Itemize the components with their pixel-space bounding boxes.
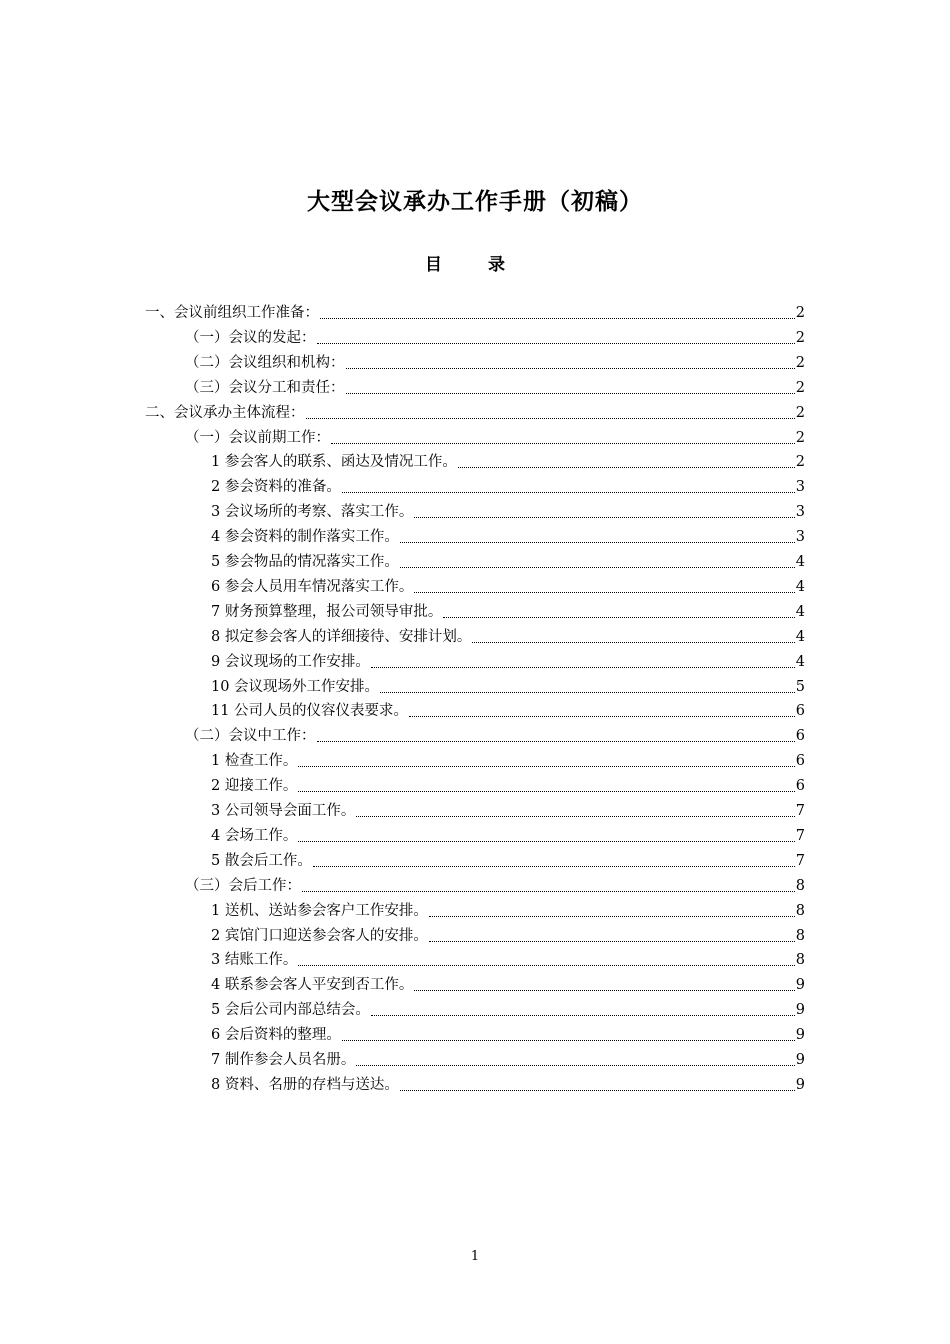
toc-dot-leader bbox=[458, 452, 795, 468]
toc-entry-page: 9 bbox=[795, 1076, 805, 1093]
toc-dot-leader bbox=[400, 527, 795, 543]
toc-dot-leader bbox=[380, 677, 795, 693]
toc-entry-page: 8 bbox=[795, 902, 805, 919]
toc-entry-page: 6 bbox=[795, 728, 805, 745]
toc-entry-text: （三）会后工作： bbox=[185, 877, 301, 894]
toc-entry-text: 二、会议承办主体流程： bbox=[145, 404, 305, 421]
toc-entry[interactable] bbox=[211, 1045, 805, 1070]
toc-entry[interactable] bbox=[211, 1020, 805, 1045]
toc-dot-leader bbox=[429, 901, 795, 917]
toc-dot-leader bbox=[298, 950, 794, 966]
toc-entry-page: 3 bbox=[795, 504, 805, 521]
toc-entry-text: 2 参会资料的准备。 bbox=[211, 479, 341, 496]
toc-entry[interactable] bbox=[185, 871, 805, 896]
toc-entry[interactable] bbox=[211, 821, 805, 846]
toc-entry-text: 5 参会物品的情况落实工作。 bbox=[211, 554, 399, 570]
toc-entry[interactable] bbox=[211, 572, 805, 597]
toc-dot-leader bbox=[409, 701, 795, 717]
page-number: 1 bbox=[470, 1249, 480, 1264]
toc-entry-page: 9 bbox=[795, 1002, 805, 1019]
toc-dot-leader bbox=[400, 1075, 795, 1091]
toc-entry-text: （二）会议组织和机构： bbox=[185, 354, 345, 371]
toc-entry[interactable] bbox=[145, 398, 805, 423]
toc-dot-leader bbox=[414, 975, 794, 991]
toc-entry-page: 7 bbox=[795, 803, 805, 819]
toc-dot-leader bbox=[331, 428, 795, 444]
toc-entry[interactable] bbox=[211, 846, 805, 871]
toc-entry[interactable] bbox=[185, 373, 805, 398]
toc-dot-leader bbox=[371, 652, 795, 668]
toc-entry[interactable] bbox=[211, 771, 805, 796]
toc-entry-page: 6 bbox=[795, 778, 805, 795]
toc-entry[interactable] bbox=[211, 1070, 805, 1095]
toc-dot-leader bbox=[414, 577, 794, 593]
toc-entry-page: 2 bbox=[795, 404, 805, 421]
toc-entry-page: 8 bbox=[795, 952, 805, 969]
toc-dot-leader bbox=[414, 502, 794, 518]
toc-entry[interactable] bbox=[185, 348, 805, 373]
toc-entry-text: 3 会议场所的考察、落实工作。 bbox=[211, 504, 414, 521]
toc-dot-leader bbox=[472, 627, 794, 643]
toc-dot-leader bbox=[443, 602, 794, 618]
toc-entry-page: 2 bbox=[795, 429, 805, 446]
toc-dot-leader bbox=[320, 303, 795, 319]
toc-entry-text: （二）会议中工作： bbox=[185, 728, 316, 745]
toc-entry-page: 6 bbox=[795, 753, 805, 770]
toc-entry-page: 4 bbox=[795, 628, 805, 645]
toc-entry-text: （三）会议分工和责任： bbox=[185, 379, 345, 396]
toc-entry-text: 9 会议现场的工作安排。 bbox=[211, 653, 370, 670]
toc-entry[interactable] bbox=[211, 622, 805, 647]
toc-entry-page: 3 bbox=[795, 529, 805, 546]
toc-dot-leader bbox=[317, 726, 795, 742]
toc-entry-text: 3 结账工作。 bbox=[211, 952, 298, 969]
toc-dot-leader bbox=[371, 1000, 795, 1016]
toc-entry-text: 3 公司领导会面工作。 bbox=[211, 803, 356, 819]
toc-entry-page: 9 bbox=[795, 1052, 805, 1068]
toc-entry-page: 4 bbox=[795, 603, 805, 620]
toc-dot-leader bbox=[298, 751, 794, 767]
toc-entry-page: 8 bbox=[795, 877, 805, 894]
toc-entry-text: 2 迎接工作。 bbox=[211, 778, 298, 795]
toc-entry-text: 4 会场工作。 bbox=[211, 827, 298, 844]
document-title: 大型会议承办工作手册（初稿） bbox=[307, 189, 643, 215]
toc-entry-page: 9 bbox=[795, 977, 805, 994]
toc-entry-text: 1 参会客人的联系、函达及情况工作。 bbox=[211, 454, 457, 471]
toc-entry-text: （一）会议前期工作： bbox=[185, 429, 330, 446]
toc-entry[interactable] bbox=[211, 896, 805, 921]
toc-entry-text: 一、会议前组织工作准备： bbox=[145, 305, 319, 321]
toc-entry[interactable] bbox=[185, 323, 805, 348]
toc-dot-leader bbox=[342, 477, 795, 493]
toc-entry[interactable] bbox=[211, 945, 805, 970]
toc-entry[interactable] bbox=[211, 696, 805, 721]
toc-dot-leader bbox=[346, 378, 795, 394]
toc-entry-text: 2 宾馆门口迎送参会客人的安排。 bbox=[211, 927, 428, 944]
toc-entry-text: 1 检查工作。 bbox=[211, 753, 298, 770]
toc-entry-page: 2 bbox=[795, 329, 805, 346]
toc-dot-leader bbox=[400, 552, 795, 568]
toc-entry[interactable] bbox=[211, 547, 805, 572]
toc-dot-leader bbox=[429, 926, 795, 942]
toc-entry-page: 2 bbox=[795, 354, 805, 371]
toc-entry-text: 1 送机、送站参会客户工作安排。 bbox=[211, 902, 428, 919]
toc-entry-page: 9 bbox=[795, 1027, 805, 1044]
toc-entry-page: 3 bbox=[795, 479, 805, 496]
toc-dot-leader bbox=[298, 776, 794, 792]
toc-dot-leader bbox=[306, 403, 795, 419]
toc-entry-page: 6 bbox=[795, 703, 805, 720]
toc-entry[interactable] bbox=[211, 597, 805, 622]
toc-entry-text: 8 资料、名册的存档与送达。 bbox=[211, 1076, 399, 1093]
toc-entry-page: 8 bbox=[795, 927, 805, 944]
toc-dot-leader bbox=[356, 1050, 794, 1066]
toc-entry[interactable] bbox=[211, 921, 805, 946]
toc-entry-text: 8 拟定参会客人的详细接待、安排计划。 bbox=[211, 628, 472, 645]
toc-entry-page: 2 bbox=[795, 305, 805, 321]
toc-dot-leader bbox=[298, 826, 794, 842]
toc-entry-page: 4 bbox=[795, 653, 805, 670]
toc-dot-leader bbox=[302, 876, 795, 892]
toc-entry-text: 4 参会资料的制作落实工作。 bbox=[211, 529, 399, 546]
toc-entry[interactable] bbox=[211, 672, 805, 697]
toc-entry-text: 6 会后资料的整理。 bbox=[211, 1027, 341, 1044]
toc-entry[interactable] bbox=[211, 497, 805, 522]
toc-entry[interactable] bbox=[211, 796, 805, 821]
toc-heading: 目 录 bbox=[425, 255, 525, 275]
toc-entry-text: 10 会议现场外工作安排。 bbox=[211, 678, 380, 695]
toc-entry[interactable] bbox=[211, 447, 805, 472]
toc-entry-text: 5 会后公司内部总结会。 bbox=[211, 1002, 370, 1019]
toc-entry-page: 2 bbox=[795, 454, 805, 471]
toc-entry-page: 5 bbox=[795, 678, 805, 695]
toc-entry-text: 5 散会后工作。 bbox=[211, 852, 312, 869]
toc-entry-page: 7 bbox=[795, 852, 805, 869]
toc-entry[interactable] bbox=[211, 995, 805, 1020]
toc-entry-page: 4 bbox=[795, 578, 805, 595]
toc-entry[interactable] bbox=[211, 647, 805, 672]
toc-dot-leader bbox=[313, 851, 795, 867]
toc-entry[interactable] bbox=[211, 970, 805, 995]
toc-entry-text: 7 制作参会人员名册。 bbox=[211, 1052, 356, 1068]
toc-entry-text: 6 参会人员用车情况落实工作。 bbox=[211, 578, 414, 595]
toc-entry-text: 4 联系参会客人平安到否工作。 bbox=[211, 977, 414, 994]
toc-entry-page: 7 bbox=[795, 827, 805, 844]
toc-dot-leader bbox=[356, 801, 794, 817]
toc-entry-text: 11 公司人员的仪容仪表要求。 bbox=[211, 703, 409, 720]
toc-dot-leader bbox=[342, 1025, 795, 1041]
toc-entry-page: 4 bbox=[795, 554, 805, 570]
toc-entry-text: （一）会议的发起： bbox=[185, 329, 316, 346]
toc-entry[interactable] bbox=[185, 423, 805, 448]
toc-entry[interactable] bbox=[211, 522, 805, 547]
toc-entry[interactable] bbox=[211, 746, 805, 771]
toc-entry-page: 2 bbox=[795, 379, 805, 396]
toc-entry[interactable] bbox=[145, 298, 805, 323]
toc-entry-text: 7 财务预算整理，报公司领导审批。 bbox=[211, 603, 443, 620]
toc-entry[interactable] bbox=[211, 472, 805, 497]
toc-dot-leader bbox=[317, 328, 795, 344]
toc-entry[interactable] bbox=[185, 721, 805, 746]
toc-dot-leader bbox=[346, 353, 795, 369]
